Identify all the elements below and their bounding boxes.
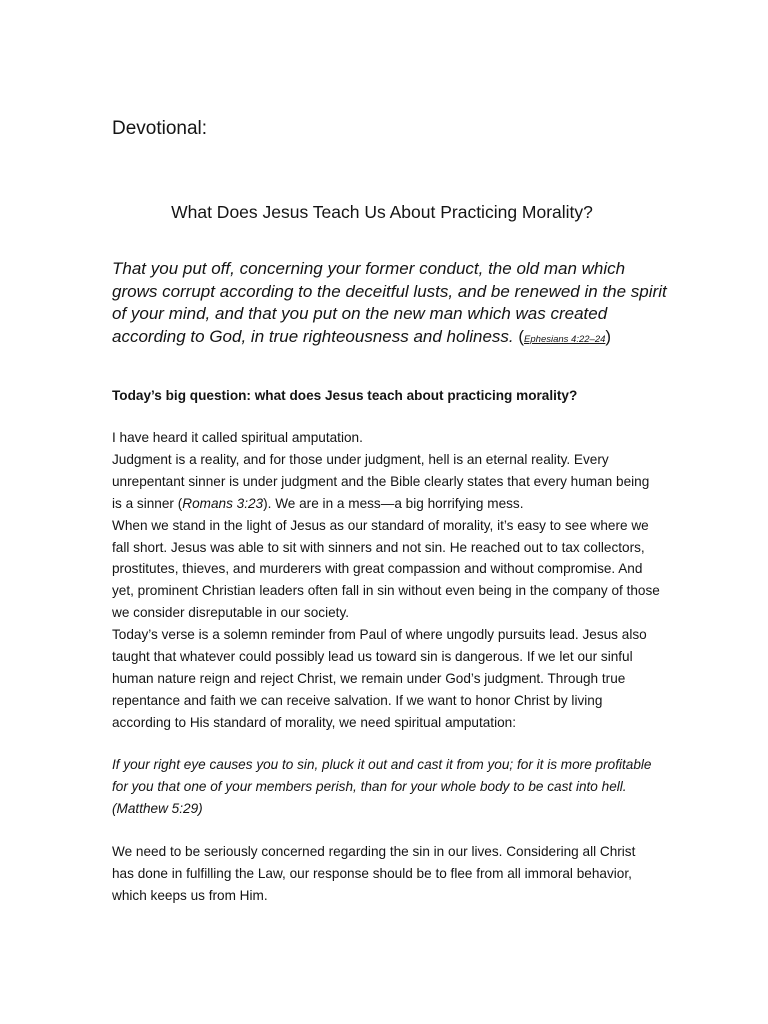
paragraph-3: When we stand in the light of Jesus as our standard of morality, it’s easy to see where we fall short. Jesus was able to sit with sinners and not sin. He reached out to tax collectors, prostitutes, thieves, and murderers with great compassion and without compromise. And yet, prominent Christian leaders often fall in sin without even being in the company of those we consider disreputable in our society. [112, 517, 660, 621]
body-paragraphs [112, 427, 660, 734]
scripture-text: That you put off, concerning your former conduct, the old man which grows corrupt according to the deceitful lusts, and be renewed in the spirit of your mind, and that you put on the new man which was created according to God, in true righteousness and holiness. [112, 259, 667, 346]
romans-reference: Romans 3:23 [182, 495, 264, 511]
section-label: Devotional: [112, 118, 208, 139]
paragraph-2-text-a: Judgment is a reality, and for those under judgment, hell is an eternal reality. Every unrepentant sinner is under judgment and the Bible clearly states that every human being is a sinner ( [112, 451, 650, 511]
paragraph-2 [112, 449, 660, 515]
paragraph-2-text-b: ). We are in a mess—a big horrifying mess. [263, 495, 524, 511]
page-title: What Does Jesus Teach Us About Practicing Morality? [171, 202, 593, 222]
paragraph-4: Today’s verse is a solemn reminder from Paul of where ungodly pursuits lead. Jesus also taught that whatever could possibly lead us toward sin is dangerous. If we let our sinful human nature reign and reject Christ, we remain under God’s judgment. Through true repentance and faith we can receive salvation. If we want to honor Christ by living according to His standard of morality, we need spiritual amputation: [112, 627, 647, 730]
closing-paragraph: We need to be seriously concerned regarding the sin in our lives. Considering all Christ has done in fulfilling the Law, our response should be to flee from all immoral behavior, which keeps us from Him. [112, 844, 636, 903]
scripture-quote: If your right eye causes you to sin, pluck it out and cast it from you; for it is more profitable for you that one of your members perish, than for your whole body to be cast into hell. (Matthew 5:29) [112, 757, 652, 816]
scripture-reference-link[interactable]: Ephesians 4:22–24 [524, 333, 606, 345]
big-question: Today’s big question: what does Jesus teach about practicing morality? [112, 388, 578, 403]
paragraph-1: I have heard it called spiritual amputation. [112, 430, 363, 445]
scripture-passage [112, 258, 672, 351]
scripture-ref-open: ( [518, 326, 525, 346]
scripture-ref-close: ) [605, 326, 612, 346]
